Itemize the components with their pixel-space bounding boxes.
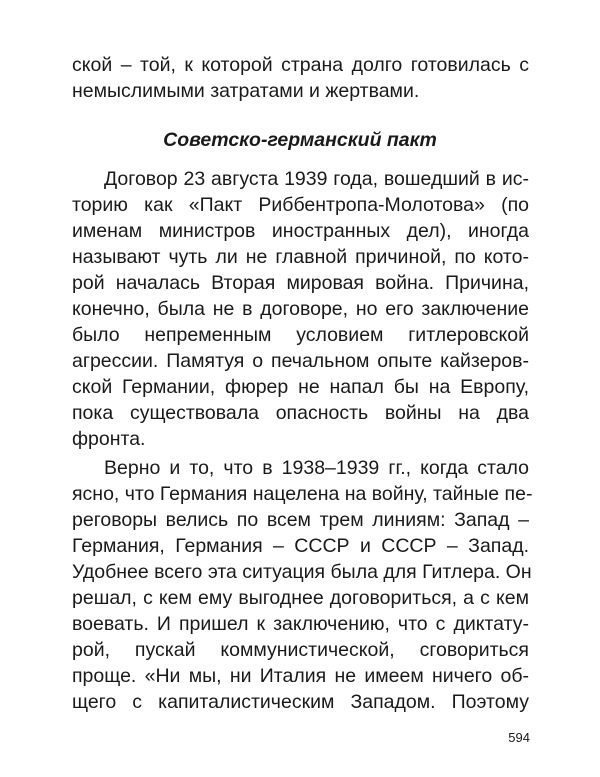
- text-line: решал, с кем ему выгоднее договориться, а с кем: [72, 587, 529, 609]
- text-line: торию как «Пакт Риббентропа-Молотова» (по: [72, 194, 529, 216]
- text-line: именам министров иностранных дел), иногда: [72, 220, 529, 242]
- text-line: Договор 23 августа 1939 года, вошедший в ис-: [104, 168, 529, 190]
- text-line: воевать. И пришел к заключению, что с диктату-: [72, 613, 529, 635]
- text-line: Верно и то, что в 1938–1939 гг., когда стало: [104, 457, 529, 479]
- text-line: называют чуть ли не главной причиной, по кото-: [72, 246, 529, 268]
- text-line: проще. «Ни мы, ни Италия не имеем ничего об-: [72, 665, 529, 687]
- text-line: агрессии. Памятуя о печальном опыте кайзеров-: [72, 350, 529, 372]
- text-line: фронта.: [72, 428, 146, 450]
- page-number: 594: [508, 730, 530, 745]
- text-line: конечно, была не в договоре, но его заключение: [72, 298, 529, 320]
- section-heading: Советско-германский пакт: [163, 129, 437, 151]
- text-line: было непременным условием гитлеровской: [72, 324, 529, 346]
- text-line: рой началась Вторая мировая война. Причина,: [72, 272, 529, 294]
- text-line: щего с капиталистическим Западом. Поэтому: [72, 691, 529, 713]
- text-line: немыслимыми затратами и жертвами.: [72, 80, 420, 102]
- text-line: ской Германии, фюрер не напал бы на Европу,: [72, 376, 529, 398]
- text-line: Удобнее всего эта ситуация была для Гитлера. Он: [72, 561, 532, 583]
- text-line: рой, пускай коммунистической, сговориться: [72, 639, 529, 661]
- text-line: ясно, что Германия нацелена на войну, тайные пе-: [72, 483, 533, 505]
- text-line: пока существовала опасность войны на два: [72, 402, 529, 424]
- text-line: реговоры велись по всем трем линиям: Запад –: [72, 509, 529, 531]
- text-line: ской – той, к которой страна долго готовилась с: [72, 54, 529, 76]
- text-line: Германия, Германия – СССР и СССР – Запад.: [72, 535, 529, 557]
